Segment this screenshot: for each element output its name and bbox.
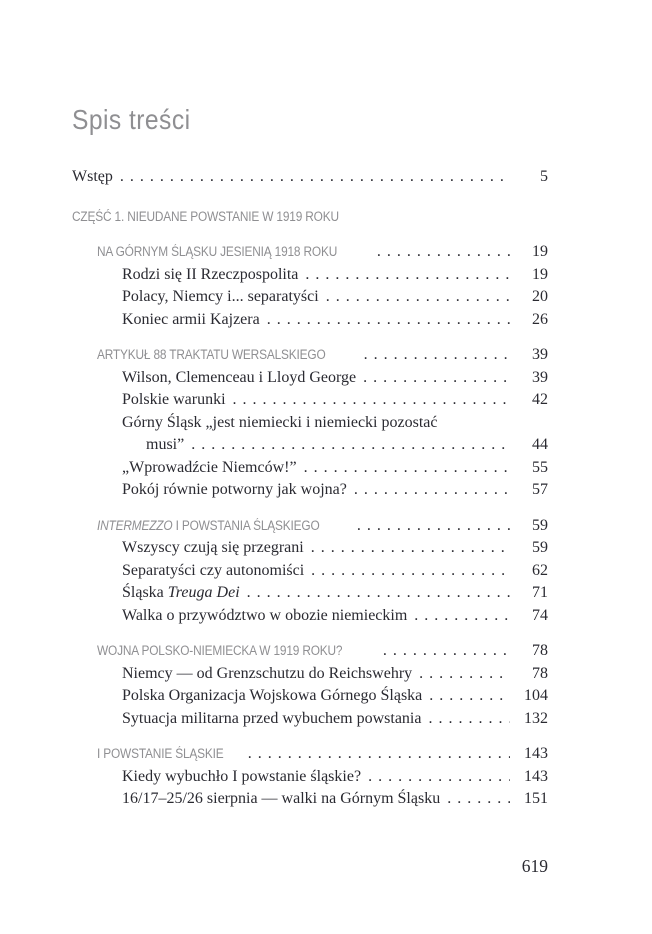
toc-entry-title [97, 515, 320, 538]
toc-entry-title [72, 166, 113, 189]
toc-row [72, 344, 548, 367]
dot-leader [383, 640, 510, 663]
toc-page-number: 151 [524, 790, 548, 807]
toc-page-number: 5 [540, 168, 548, 185]
toc-entry-title-text: Górny Śląsk „jest niemiecki i niemiecki pozostać [122, 413, 438, 431]
toc-page-number: 26 [532, 310, 548, 328]
toc-page-number: 19 [532, 243, 548, 260]
toc-entry-title-text: 16/17–25/26 sierpnia — walki na Górnym Śląsku [122, 790, 441, 807]
toc-page-number: 78 [532, 664, 548, 682]
toc-row [72, 788, 548, 811]
toc-entry-title-text: musi” [146, 436, 185, 453]
dot-leader [311, 560, 510, 583]
toc-entry-title-text: I POWSTANIA ŚLĄSKIEGO [172, 517, 320, 533]
toc-page-number: 59 [532, 539, 548, 556]
toc-page-number: 74 [532, 606, 548, 624]
toc-page-number: 57 [532, 481, 548, 498]
dot-leader [377, 241, 510, 264]
toc-entry-title [122, 389, 226, 412]
dot-leader [368, 766, 510, 789]
toc-entry-title [122, 582, 240, 605]
dot-leader [305, 264, 510, 287]
toc-page-number: 44 [532, 436, 548, 453]
toc-entry-title-text: „Wprowadźcie Niemców!” [122, 458, 297, 476]
dot-leader [419, 663, 510, 686]
toc-row [72, 743, 548, 766]
toc-entry-title-text: Pokój równie potworny jak wojna? [122, 481, 347, 498]
toc-list [72, 166, 548, 811]
toc-entry-title-text: Wstęp [72, 168, 113, 185]
toc-entry-title [97, 344, 326, 367]
toc-entry-title [122, 367, 356, 390]
toc-row [72, 166, 548, 189]
toc-entry-title [97, 241, 337, 264]
dot-leader [120, 166, 510, 189]
toc-row [72, 605, 548, 628]
toc-page-number: 55 [532, 458, 548, 476]
dot-leader [447, 788, 510, 811]
toc-row [72, 708, 548, 731]
dot-leader [311, 537, 510, 560]
toc-entry-title-text: ARTYKUŁ 88 TRAKTATU WERSALSKIEGO [97, 347, 326, 362]
dot-leader [429, 685, 510, 708]
dot-leader [414, 605, 510, 628]
page-title: Spis treści [72, 104, 191, 135]
toc-row [72, 685, 548, 708]
toc-row [72, 286, 548, 309]
toc-row [72, 582, 548, 605]
toc-entry-title [122, 560, 304, 583]
toc-entry-title [97, 743, 224, 766]
toc-entry-title [122, 537, 304, 560]
toc-entry-title [146, 434, 184, 457]
toc-entry-title-text: Wilson, Clemenceau i Lloyd George [122, 368, 357, 386]
toc-entry-title [122, 766, 361, 789]
toc-page-number: 78 [532, 642, 548, 659]
toc-page-number: 62 [532, 561, 548, 579]
toc-page-number: 143 [524, 745, 548, 762]
toc-entry-title [122, 309, 260, 332]
toc-entry-title [97, 640, 342, 663]
dot-leader [363, 367, 510, 390]
toc-row [72, 434, 548, 457]
dot-leader [233, 389, 510, 412]
toc-entry-title-text: Sytuacja militarna przed wybuchem powstania [122, 709, 422, 727]
dot-leader [191, 434, 510, 457]
toc-entry-title-text: Śląska [122, 584, 168, 601]
toc-entry-title [122, 479, 347, 502]
toc-page-number: 20 [532, 288, 548, 305]
dot-leader [248, 743, 510, 766]
toc-row [72, 515, 548, 538]
toc-row [72, 640, 548, 663]
toc-entry-title [122, 457, 297, 480]
toc-entry-title-text: Niemcy — od Grenzschutzu do Reichswehry [122, 664, 413, 682]
toc-entry-title [122, 264, 298, 287]
toc-entry-title-text: Wszyscy czują się przegrani [122, 539, 304, 556]
toc-entry-title-text: Rodzi się II Rzeczpospolita [122, 265, 299, 283]
toc-entry-title-text: I POWSTANIE ŚLĄSKIE [97, 746, 224, 761]
toc-entry-title-text: Separatyści czy autonomiści [122, 561, 305, 579]
toc-entry-title-text: WOJNA POLSKO-NIEMIECKA W 1919 ROKU? [97, 643, 343, 658]
toc-row [72, 457, 548, 480]
folio-page-number: 619 [521, 855, 548, 876]
toc-row [72, 264, 548, 287]
toc-entry-title-italic: Treuga Dei [167, 584, 240, 601]
dot-leader [247, 582, 510, 605]
toc-entry-title [122, 286, 319, 309]
toc-page-number: 132 [524, 709, 548, 727]
toc-entry-title [122, 685, 422, 708]
toc-entry-title [122, 663, 412, 686]
dot-leader [354, 479, 510, 502]
toc-page-number: 104 [524, 687, 548, 704]
toc-entry-title-text: Polska Organizacja Wojskowa Górnego Śląska [122, 687, 423, 704]
toc-row [72, 766, 548, 789]
toc-entry-title-text: CZĘŚĆ 1. NIEUDANE POWSTANIE W 1919 ROKU [72, 208, 339, 224]
toc-entry-title-text: Walka o przywództwo w obozie niemieckim [122, 606, 408, 624]
dot-leader [364, 344, 510, 367]
toc-entry-title [122, 412, 437, 435]
dot-leader [267, 309, 510, 332]
toc-entry-title-italic: INTERMEZZO [97, 517, 173, 533]
toc-row [72, 560, 548, 583]
toc-page-number: 39 [532, 346, 548, 363]
toc-entry-title [72, 206, 339, 229]
dot-leader [357, 515, 510, 538]
dot-leader [428, 708, 510, 731]
toc-row [72, 479, 548, 502]
toc-entry-title [122, 788, 440, 811]
toc-entry-title-text: Polacy, Niemcy i... separatyści [122, 288, 319, 305]
toc-row [72, 241, 548, 264]
dot-leader [304, 457, 510, 480]
toc-entry-title-text: Polskie warunki [122, 391, 226, 408]
toc-entry-title [122, 605, 407, 628]
toc-page-number: 39 [532, 368, 548, 386]
toc-page-number: 19 [532, 265, 548, 283]
toc-page-number: 59 [532, 516, 548, 534]
toc-row [72, 412, 548, 435]
toc-page-number: 143 [524, 767, 548, 785]
toc-row [72, 309, 548, 332]
toc-row [72, 389, 548, 412]
toc-row [72, 367, 548, 390]
toc-page-number: 42 [532, 391, 548, 408]
toc-entry-title-text: Kiedy wybuchło I powstanie śląskie? [122, 767, 362, 785]
toc-entry-title-text: Koniec armii Kajzera [122, 310, 260, 328]
toc-entry-title-text: NA GÓRNYM ŚLĄSKU JESIENIĄ 1918 ROKU [97, 244, 338, 259]
toc-row [72, 206, 548, 229]
toc-row [72, 537, 548, 560]
toc-row [72, 663, 548, 686]
dot-leader [326, 286, 510, 309]
toc-entry-title [122, 708, 421, 731]
toc-page-number: 71 [532, 584, 548, 601]
